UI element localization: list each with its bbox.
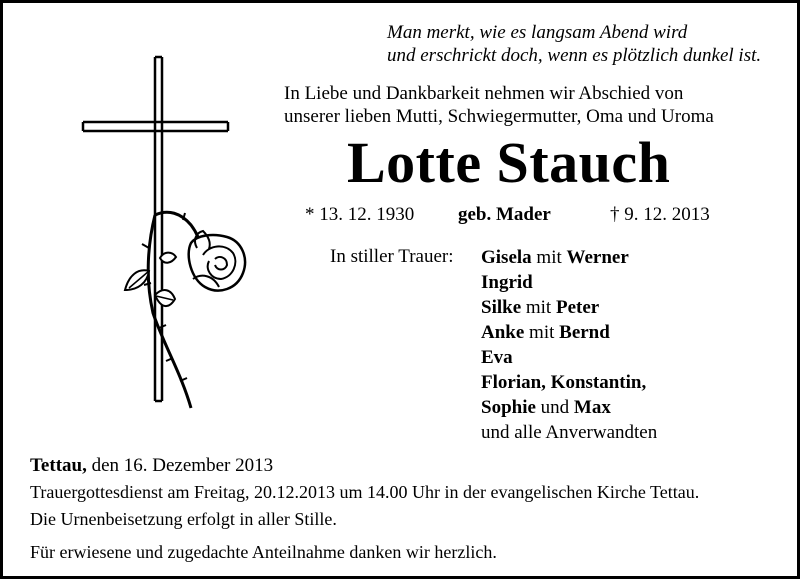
mourner-row [481, 370, 657, 395]
birth-date: * 13. 12. 1930 [305, 204, 415, 225]
thanks-note: Für erwiesene und zugedachte Anteilnahme danken wir herzlich. [30, 542, 497, 562]
mourner-name: Gisela [481, 247, 532, 268]
mourners-label: In stiller Trauer: [330, 246, 454, 267]
poem-quote [387, 21, 761, 67]
mourner-connector: und [540, 397, 570, 418]
place-name: Tettau, [30, 455, 87, 476]
mourner-name: Silke [481, 297, 522, 318]
mourner-connector: mit [529, 322, 555, 343]
mourner-partner-name: Werner [566, 247, 629, 268]
intro-line-1: In Liebe und Dankbarkeit nehmen wir Abschied von [284, 83, 684, 104]
mourners-closing: und alle Anverwandten [481, 422, 658, 443]
farewell-intro [284, 82, 714, 128]
maiden-name: geb. Mader [458, 204, 551, 225]
deceased-name: Lotte Stauch [347, 130, 671, 195]
death-date: † 9. 12. 2013 [610, 204, 710, 225]
mourner-row [481, 320, 657, 345]
mourner-name: Sophie [481, 397, 536, 418]
mourner-row [481, 345, 657, 370]
mourners-list [481, 245, 657, 445]
intro-line-2: unserer lieben Mutti, Schwiegermutter, Oma und Uroma [284, 106, 714, 127]
cross-with-rose-icon [63, 43, 263, 423]
mourner-row [481, 295, 657, 320]
mourner-partner-name: Peter [555, 297, 600, 318]
mourner-name: Eva [481, 347, 513, 368]
poem-line-2: und erschrickt doch, wenn es plötzlich dunkel ist. [387, 45, 762, 66]
mourner-row [481, 395, 657, 420]
mourner-partner-name: Max [573, 397, 611, 418]
mourner-connector: mit [536, 247, 562, 268]
mourner-name: Anke [481, 322, 525, 343]
mourner-partner-name: Bernd [559, 322, 610, 343]
mourner-name: Florian, Konstantin, [481, 372, 647, 393]
mourner-row [481, 245, 657, 270]
mourner-connector: mit [525, 297, 552, 318]
place-date-line [30, 454, 273, 477]
notice-date: den 16. Dezember 2013 [91, 455, 274, 476]
mourner-row [481, 270, 657, 295]
mourner-name: Ingrid [481, 272, 533, 293]
poem-line-1: Man merkt, wie es langsam Abend wird [387, 22, 688, 43]
urn-burial-info: Die Urnenbeisetzung erfolgt in aller Stille. [30, 509, 337, 529]
funeral-service-info: Trauergottesdienst am Freitag, 20.12.2013 um 14.00 Uhr in der evangelischen Kirche Tettau. [30, 482, 700, 502]
